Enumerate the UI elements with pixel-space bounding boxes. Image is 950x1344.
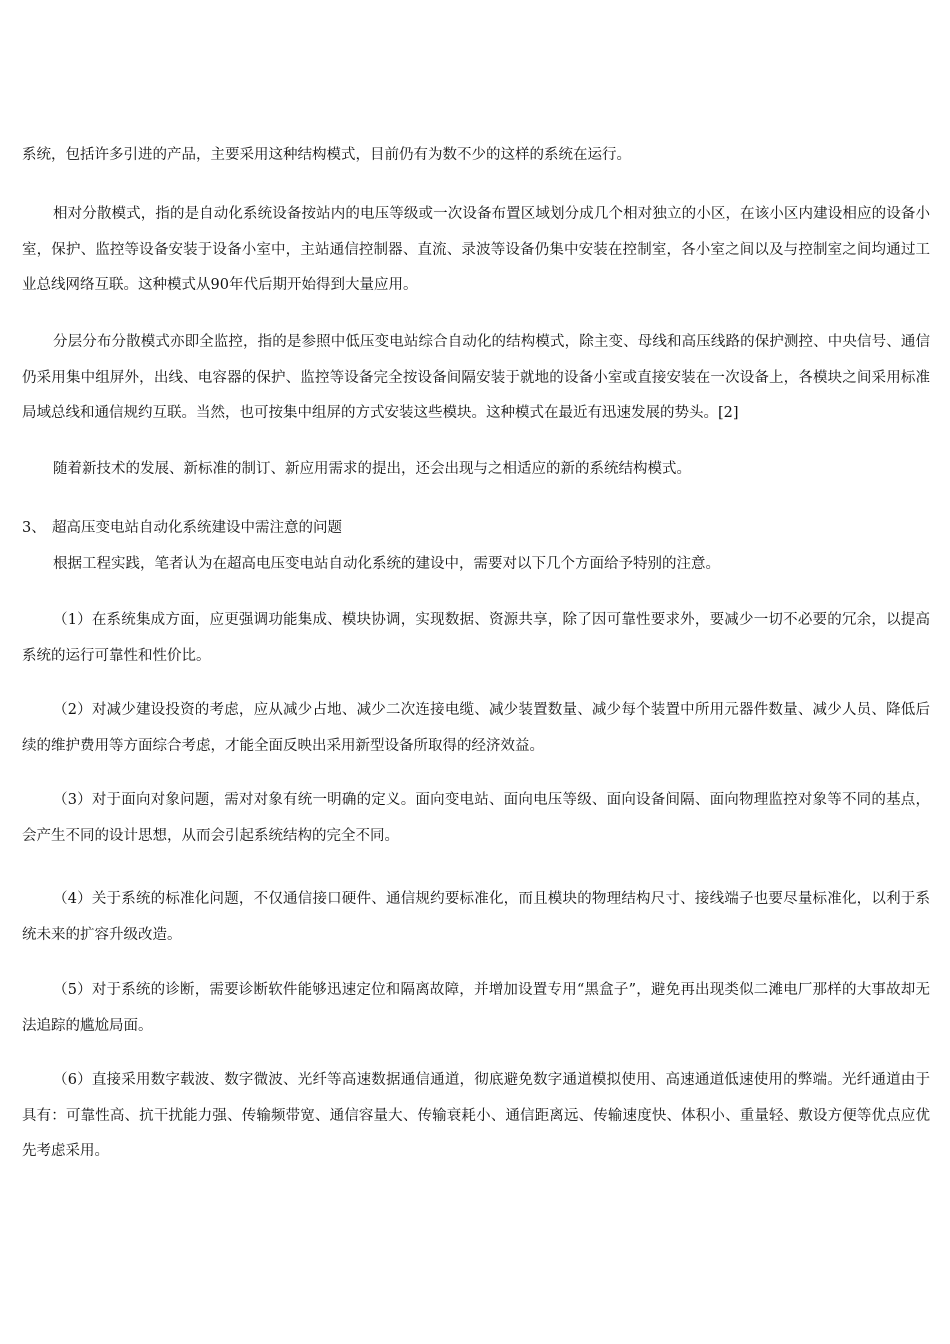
paragraph-continued: 系统，包括许多引进的产品，主要采用这种结构模式，目前仍有为数不少的这样的系统在运行。 [22, 147, 631, 163]
list-item-4: （4）关于系统的标准化问题，不仅通信接口硬件、通信规约要标准化，而且模块的物理结构尺寸、接线端子也要尽量标准化，以利于系统未来的扩容升级改造。 [22, 891, 930, 943]
paragraph-new-structure-modes: 随着新技术的发展、新标准的制订、新应用需求的提出，还会出现与之相适应的新的系统结构模式。 [53, 461, 691, 477]
list-item-5: （5）对于系统的诊断，需要诊断软件能够迅速定位和隔离故障，并增加设置专用“黑盒子”，避免再出现类似二滩电厂那样的大事故却无法追踪的尴尬局面。 [22, 982, 930, 1034]
list-item-1: （1）在系统集成方面，应更强调功能集成、模块协调，实现数据、资源共享，除了因可靠性要求外，要减少一切不必要的冗余，以提高系统的运行可靠性和性价比。 [22, 612, 930, 664]
list-item-2: （2）对减少建设投资的考虑，应从减少占地、减少二次连接电缆、减少装置数量、减少每个装置中所用元器件数量、减少人员、降低后续的维护费用等方面综合考虑，才能全面反映出采用新型设备所取得的经济效益。 [22, 702, 930, 754]
section-number: 3、 [22, 520, 46, 536]
section-title: 超高压变电站自动化系统建设中需注意的问题 [52, 520, 342, 536]
paragraph-layered-distributed-mode: 分层分布分散模式亦即全监控，指的是参照中低压变电站综合自动化的结构模式，除主变、母线和高压线路的保护测控、中央信号、通信仍采用集中组屏外，出线、电容器的保护、监控等设备完全按设备间隔安装于就地的设备小室或直接安装在一次设备上，各模块之间采用标准局域总线和通信规约互联。当然，也可按集中组屏的方式安装这些模块。这种模式在最近有迅速发展的势头。[2] [22, 334, 930, 421]
paragraph-intro: 根据工程实践，笔者认为在超高电压变电站自动化系统的建设中，需要对以下几个方面给予特别的注意。 [53, 556, 720, 572]
list-item-6: （6）直接采用数字载波、数字微波、光纤等高速数据通信通道，彻底避免数字通道模拟使用、高速通道低速使用的弊端。光纤通道由于具有：可靠性高、抗干扰能力强、传输频带宽、通信容量大、传输衰耗小、通信距离远、传输速度快、体积小、重量轻、敷设方便等优点应优先考虑采用。 [22, 1072, 930, 1159]
section-heading [22, 511, 342, 547]
paragraph-relative-distributed-mode: 相对分散模式，指的是自动化系统设备按站内的电压等级或一次设备布置区域划分成几个相对独立的小区，在该小区内建设相应的设备小室，保护、监控等设备安装于设备小室中，主站通信控制器、直流、录波等设备仍集中安装在控制室，各小室之间以及与控制室之间均通过工业总线网络互联。这种模式从90年代后期开始得到大量应用。 [22, 206, 930, 293]
list-item-3: （3）对于面向对象问题，需对对象有统一明确的定义。面向变电站、面向电压等级、面向设备间隔、面向物理监控对象等不同的基点，会产生不同的设计思想，从而会引起系统结构的完全不同。 [22, 792, 930, 844]
